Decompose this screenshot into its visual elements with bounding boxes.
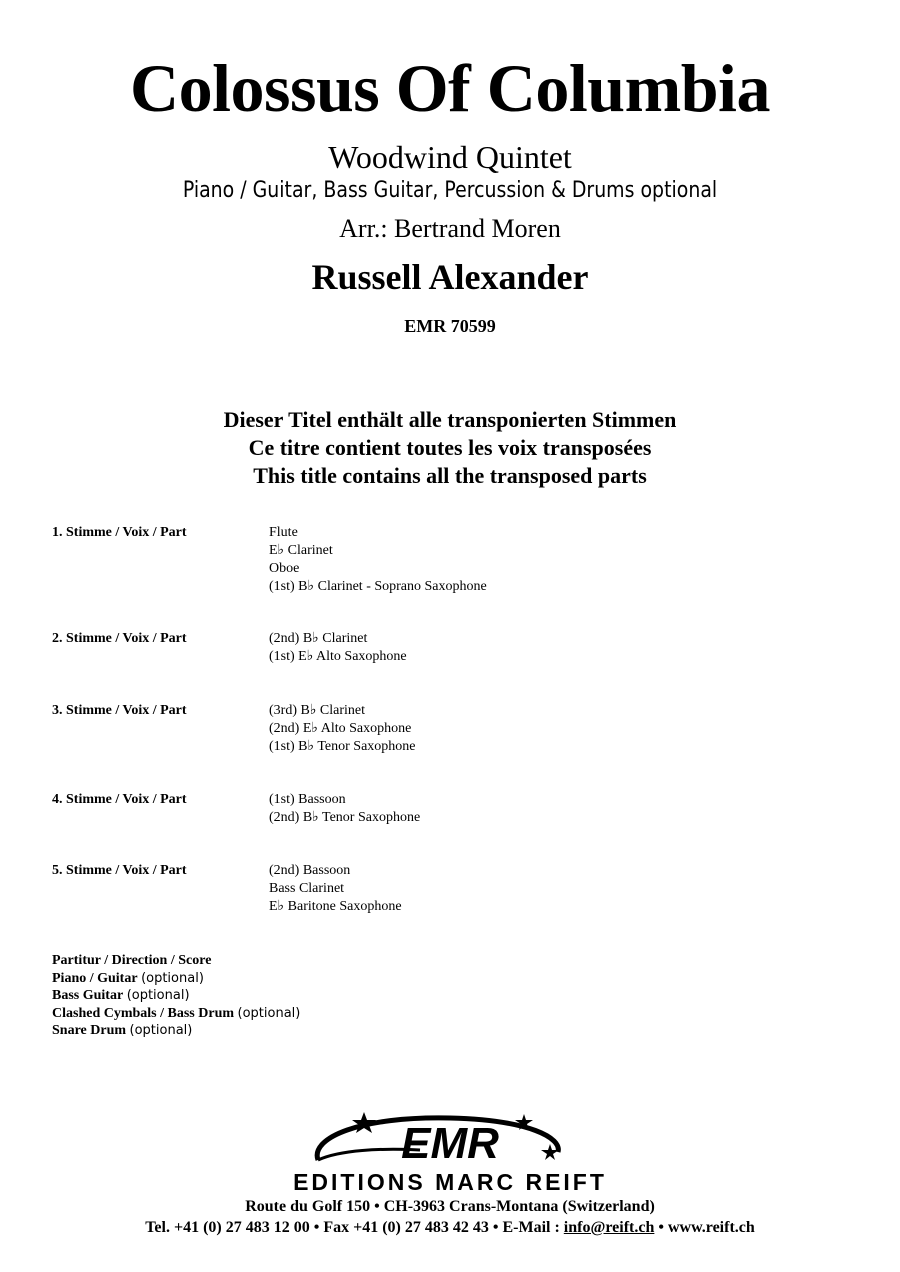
ensemble-subtitle: Woodwind Quintet	[328, 139, 572, 175]
instrument-item: (1st) E♭ Alto Saxophone	[269, 649, 407, 664]
extra-part-name: Snare Drum	[52, 1023, 127, 1038]
emr-logo	[300, 1108, 600, 1168]
part-2-instruments	[269, 630, 407, 666]
instrument-item: (3rd) B♭ Clarinet	[269, 703, 366, 718]
catalog-number: EMR 70599	[404, 316, 496, 336]
emr-logo-text: EMR	[401, 1119, 499, 1168]
notice-french: Ce titre contient toutes les voix transposées	[248, 435, 652, 460]
website-text: • www.reift.ch	[654, 1219, 755, 1236]
instrument-item: E♭ Baritone Saxophone	[269, 899, 402, 914]
instrument-item: E♭ Clarinet	[269, 543, 333, 558]
extra-part-name: Piano / Guitar	[52, 970, 138, 986]
instrumentation-line: Piano / Guitar, Bass Guitar, Percussion & Drums optional	[182, 178, 718, 203]
part-3-label: 3. Stimme / Voix / Part	[52, 703, 187, 718]
optional-note: (optional)	[126, 988, 190, 1003]
extra-part-name: Clashed Cymbals / Bass Drum	[52, 1005, 235, 1021]
optional-note: (optional)	[141, 970, 204, 986]
publisher-address: Route du Golf 150 • CH-3963 Crans-Montana (Switzerland)	[245, 1198, 655, 1215]
publisher-name: EDITIONS MARC REIFT	[293, 1169, 607, 1195]
publisher-contact	[0, 1217, 900, 1239]
part-4-instruments	[269, 791, 420, 827]
extra-parts-list	[52, 952, 300, 1040]
instrument-item: (2nd) E♭ Alto Saxophone	[269, 721, 412, 736]
instrument-item: Oboe	[269, 561, 300, 576]
composer-name: Russell Alexander	[311, 257, 589, 297]
extra-part-item	[52, 1005, 300, 1023]
instrument-item: (1st) B♭ Tenor Saxophone	[269, 739, 416, 754]
part-2-label: 2. Stimme / Voix / Part	[52, 631, 187, 646]
notice-english: This title contains all the transposed parts	[253, 463, 647, 488]
contact-phone-fax: Tel. +41 (0) 27 483 12 00 • Fax +41 (0) 27 483 42 43 • E-Mail :	[145, 1219, 564, 1236]
extra-part-name: Bass Guitar	[52, 988, 124, 1003]
extra-part-item	[52, 987, 300, 1005]
instrument-item: (1st) Bassoon	[269, 792, 346, 807]
part-3-instruments	[269, 702, 416, 756]
optional-note: (optional)	[129, 1023, 193, 1038]
instrument-item: (2nd) B♭ Tenor Saxophone	[269, 810, 421, 825]
instrument-item: (1st) B♭ Clarinet - Soprano Saxophone	[269, 579, 487, 594]
notice-german: Dieser Titel enthält alle transponierten Stimmen	[223, 407, 677, 432]
part-1-label: 1. Stimme / Voix / Part	[52, 525, 187, 540]
part-5-instruments	[269, 862, 402, 916]
instrument-item: (2nd) B♭ Clarinet	[269, 631, 368, 646]
instrument-item: Bass Clarinet	[269, 881, 345, 896]
page-title: Colossus Of Columbia	[130, 50, 770, 126]
email-link[interactable]: info@reift.ch	[563, 1219, 655, 1236]
extra-part-item	[52, 952, 300, 970]
arranger-credit: Arr.: Bertrand Moren	[339, 214, 561, 243]
optional-note: (optional)	[237, 1005, 301, 1021]
extra-part-item	[52, 970, 300, 988]
extra-part-item	[52, 1022, 300, 1040]
part-4-label: 4. Stimme / Voix / Part	[52, 792, 187, 807]
extra-part-name: Partitur / Direction / Score	[52, 953, 212, 968]
part-1-instruments	[269, 524, 487, 596]
instrument-item: Flute	[269, 525, 298, 540]
part-5-label: 5. Stimme / Voix / Part	[52, 863, 187, 878]
instrument-item: (2nd) Bassoon	[269, 863, 351, 878]
